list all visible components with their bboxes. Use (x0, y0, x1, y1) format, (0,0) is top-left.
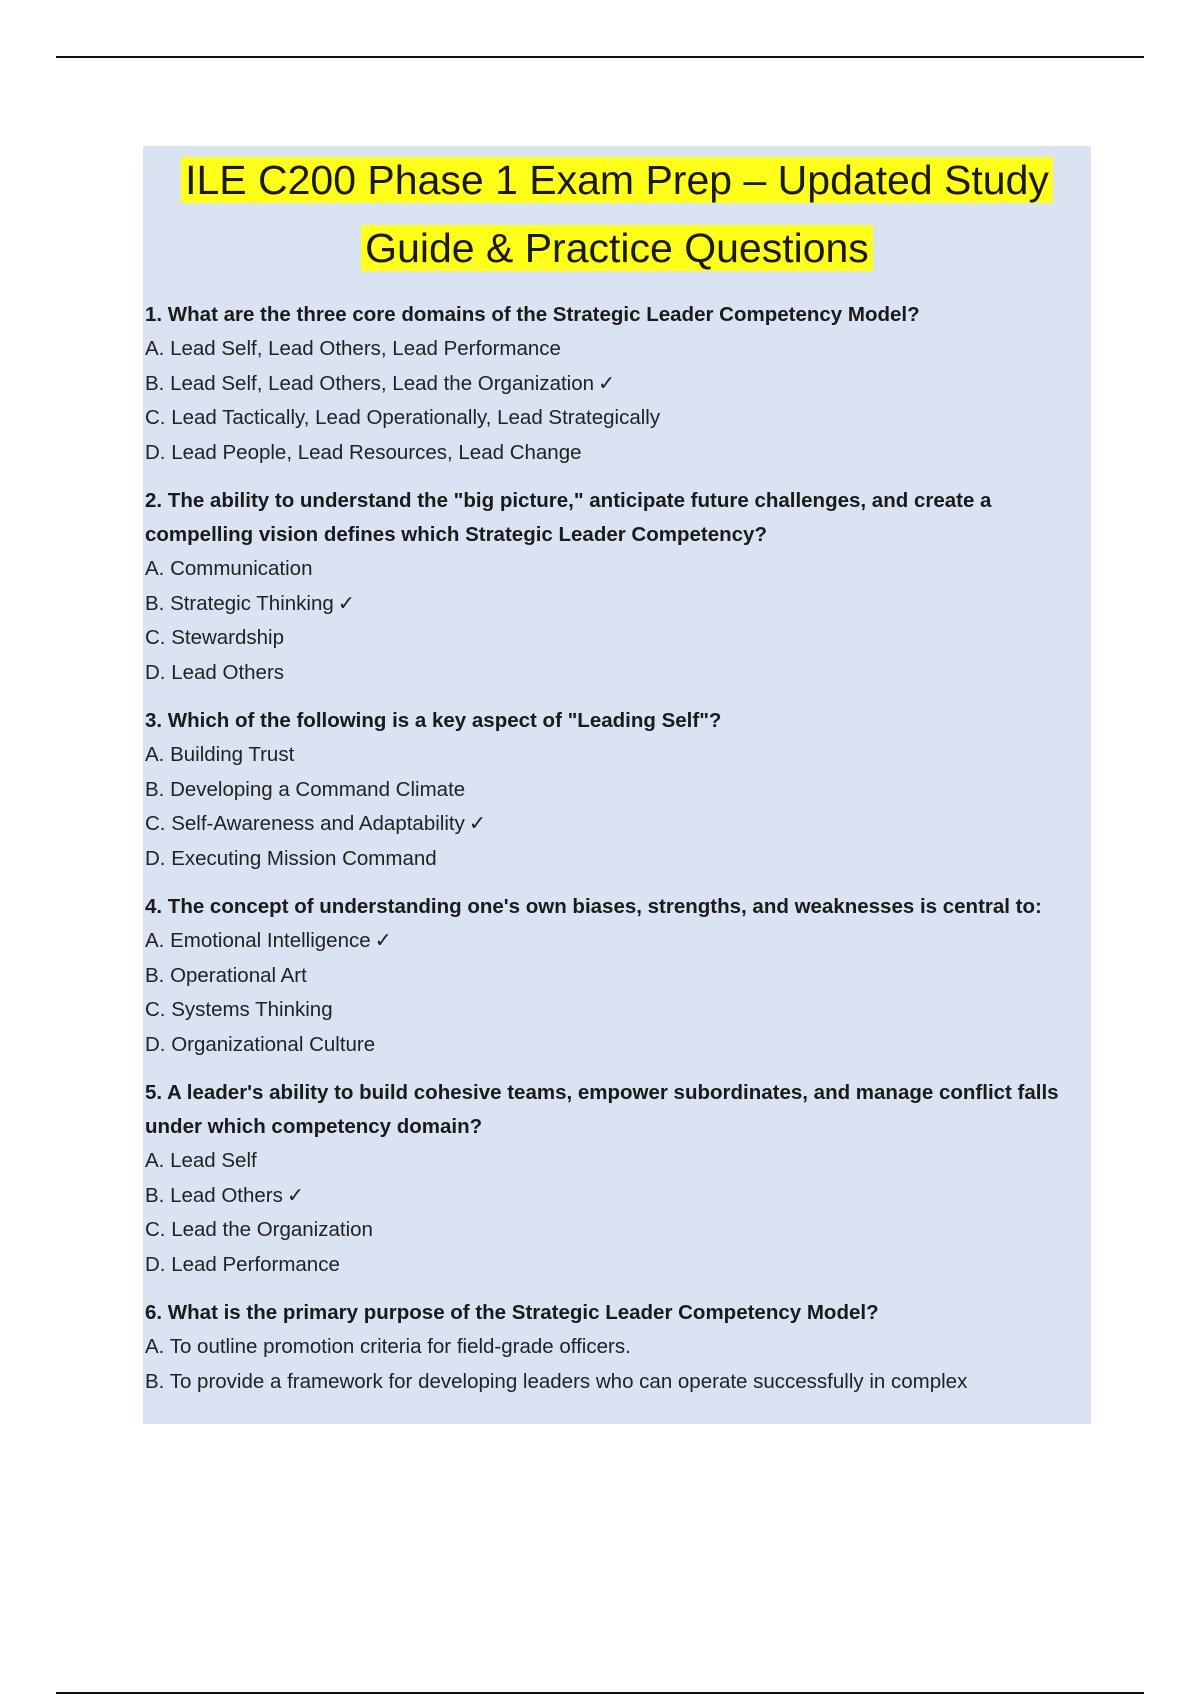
answer-option (145, 1144, 1089, 1179)
answer-option (145, 587, 1089, 622)
checkmark-icon: ✓ (374, 929, 392, 952)
study-guide-panel (143, 146, 1091, 1424)
answer-option-text: A. To outline promotion criteria for field-grade officers. (145, 1335, 631, 1358)
bottom-rule (56, 1692, 1144, 1694)
top-rule (56, 56, 1144, 58)
answer-option-text: C. Systems Thinking (145, 998, 333, 1021)
answer-option-text: D. Lead Performance (145, 1252, 340, 1276)
answer-option-text: C. Lead the Organization (145, 1218, 373, 1241)
question-text: 6. What is the primary purpose of the Strategic Leader Competency Model? (145, 1301, 879, 1324)
answer-option (145, 367, 1089, 402)
answer-option (145, 1248, 1089, 1283)
answer-option-text: B. Developing a Command Climate (145, 777, 466, 801)
answer-option-text: A. Emotional Intelligence (145, 929, 371, 952)
answer-option (145, 1028, 1089, 1063)
answer-option (145, 738, 1089, 773)
answer-option (145, 807, 1089, 842)
question-block (145, 1076, 1089, 1282)
title-line-1: ILE C200 Phase 1 Exam Prep – Updated Study (181, 157, 1053, 203)
answer-option (145, 1179, 1089, 1214)
question-block (145, 704, 1089, 876)
question-block (145, 298, 1089, 470)
answer-option (145, 773, 1089, 808)
answer-option-text: A. Communication (145, 557, 313, 580)
answer-option-text: D. Executing Mission Command (145, 846, 437, 870)
question-block (145, 484, 1089, 690)
question-block (145, 1296, 1089, 1399)
question-block (145, 890, 1089, 1062)
question-text: 1. What are the three core domains of the Strategic Leader Competency Model? (145, 303, 920, 326)
title-line-2: Guide & Practice Questions (361, 225, 873, 271)
answer-option (145, 332, 1089, 367)
question-text: 4. The concept of understanding one's own biases, strengths, and weaknesses is central to: (145, 895, 1042, 918)
checkmark-icon: ✓ (468, 812, 487, 835)
page-title (145, 146, 1089, 282)
answer-option-text: D. Lead People, Lead Resources, Lead Change (145, 440, 582, 464)
answer-option-text: A. Lead Self (145, 1149, 257, 1172)
answer-option-text: C. Self-Awareness and Adaptability (145, 812, 465, 835)
answer-option (145, 1365, 1089, 1400)
question-list (145, 298, 1089, 1399)
answer-option (145, 924, 1089, 959)
answer-option (145, 1330, 1089, 1365)
question-text: 3. Which of the following is a key aspect of "Leading Self"? (145, 709, 722, 732)
answer-option-text: C. Stewardship (145, 626, 285, 649)
answer-option (145, 401, 1089, 436)
checkmark-icon: ✓ (286, 1183, 305, 1207)
question-text: 5. A leader's ability to build cohesive teams, empower subordinates, and manage conflict falls under which competency domain? (145, 1081, 1059, 1138)
answer-option (145, 656, 1089, 691)
answer-option (145, 552, 1089, 587)
answer-option-text: B. Strategic Thinking (145, 591, 334, 615)
answer-option-text: B. Lead Others (145, 1183, 283, 1207)
question-text: 2. The ability to understand the "big picture," anticipate future challenges, and create a compelling vision defines which Strategic Leader Competency? (145, 489, 992, 546)
answer-option-text: B. Operational Art (145, 963, 307, 987)
answer-option (145, 993, 1089, 1028)
answer-option-text: A. Lead Self, Lead Others, Lead Performance (145, 337, 561, 360)
answer-option (145, 1213, 1089, 1248)
checkmark-icon: ✓ (337, 591, 355, 615)
answer-option-text: B. Lead Self, Lead Others, Lead the Organization (145, 371, 595, 395)
answer-option (145, 842, 1089, 877)
checkmark-icon: ✓ (598, 371, 616, 395)
answer-option-text: D. Lead Others (145, 660, 285, 684)
answer-option (145, 621, 1089, 656)
answer-option (145, 959, 1089, 994)
answer-option-text: B. To provide a framework for developing leaders who can operate successfully in complex (145, 1369, 968, 1393)
answer-option-text: D. Organizational Culture (145, 1032, 376, 1056)
answer-option-text: C. Lead Tactically, Lead Operationally, Lead Strategically (145, 406, 661, 429)
answer-option-text: A. Building Trust (145, 743, 295, 766)
answer-option (145, 436, 1089, 471)
